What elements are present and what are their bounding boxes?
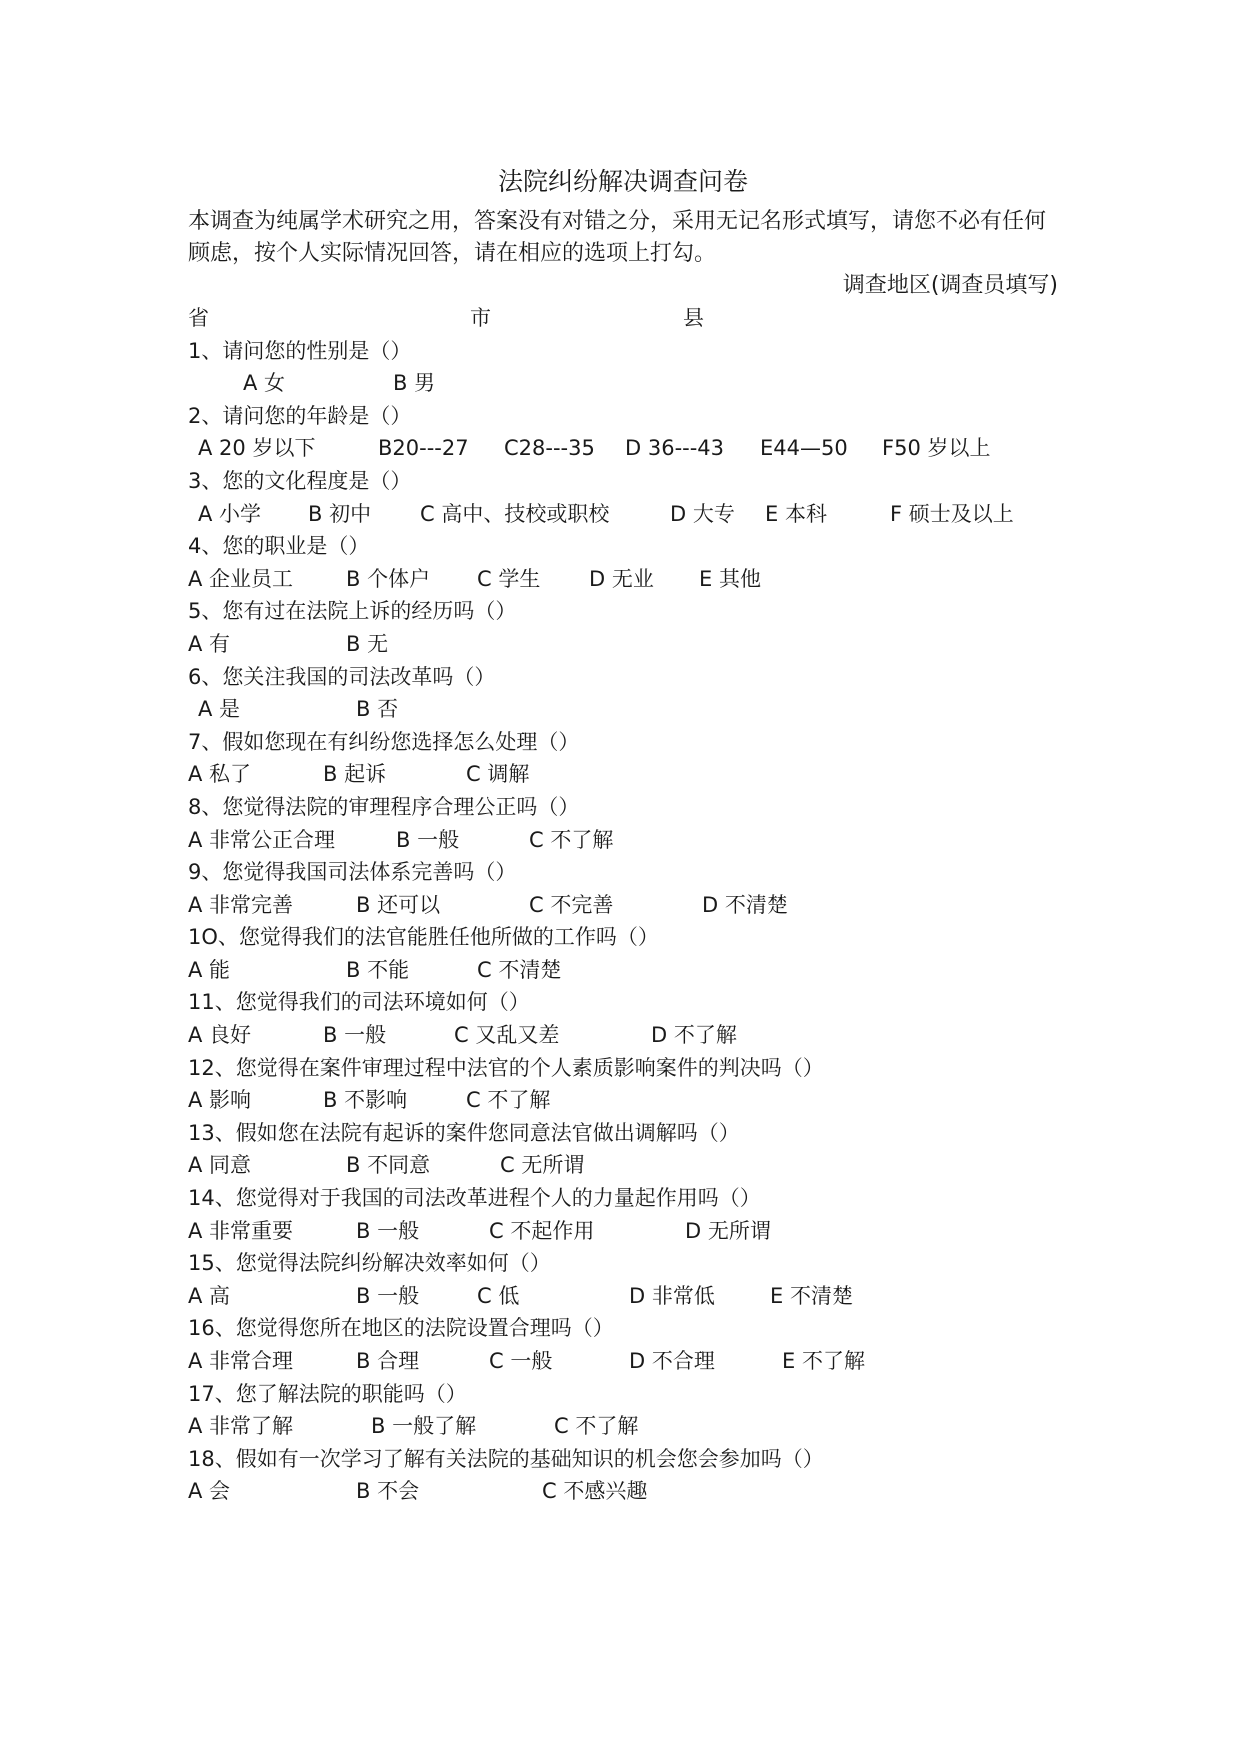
answer-option[interactable]: A 同意 bbox=[188, 1153, 252, 1178]
answer-option[interactable]: E44—50 bbox=[760, 436, 848, 461]
question-text: 11、您觉得我们的司法环境如何（） bbox=[188, 990, 530, 1015]
answer-option[interactable]: C 不起作用 bbox=[489, 1218, 595, 1243]
answer-option[interactable]: A 非常重要 bbox=[188, 1218, 294, 1243]
answer-option[interactable]: E 不了解 bbox=[782, 1349, 865, 1373]
answer-option[interactable]: C 不感兴趣 bbox=[542, 1479, 648, 1504]
option-row bbox=[188, 1410, 1058, 1443]
answer-option[interactable]: B 不影响 bbox=[323, 1088, 408, 1113]
option-row bbox=[188, 1475, 1058, 1508]
answer-option[interactable]: B 一般 bbox=[356, 1218, 420, 1243]
option-row bbox=[188, 563, 1058, 596]
answer-option[interactable]: E 其他 bbox=[699, 566, 761, 591]
option-row bbox=[188, 1084, 1058, 1117]
question-text: 5、您有过在法院上诉的经历吗（） bbox=[188, 599, 517, 624]
option-row bbox=[188, 954, 1058, 987]
answer-option[interactable]: B 还可以 bbox=[356, 892, 441, 917]
answer-option[interactable]: A 非常了解 bbox=[188, 1414, 294, 1439]
answer-option[interactable]: C 低 bbox=[477, 1283, 520, 1308]
answer-option[interactable]: C 调解 bbox=[466, 762, 530, 787]
answer-option[interactable]: B 一般 bbox=[323, 1023, 387, 1048]
answer-option[interactable]: F50 岁以上 bbox=[882, 436, 991, 461]
region-province: 省 bbox=[188, 306, 209, 330]
answer-option[interactable]: B 不能 bbox=[346, 957, 410, 982]
option-row bbox=[188, 367, 1058, 400]
questionnaire-page bbox=[188, 160, 1058, 1508]
question-text: 1O、您觉得我们的法官能胜任他所做的工作吗（） bbox=[188, 925, 659, 950]
answer-option[interactable]: C 一般 bbox=[489, 1349, 553, 1373]
answer-option[interactable]: B 一般 bbox=[396, 827, 460, 852]
answer-option[interactable]: A 小学 bbox=[198, 501, 262, 526]
answer-option[interactable]: D 无业 bbox=[589, 566, 654, 591]
answer-option[interactable]: E 本科 bbox=[765, 501, 827, 526]
region-city: 市 bbox=[470, 306, 491, 330]
option-row bbox=[188, 1215, 1058, 1248]
answer-option[interactable]: E 不清楚 bbox=[770, 1283, 853, 1308]
question-text: 8、您觉得法院的审理程序合理公正吗（） bbox=[188, 794, 580, 819]
option-row bbox=[188, 824, 1058, 857]
answer-option[interactable]: A 非常公正合理 bbox=[188, 827, 336, 852]
intro-paragraph: 本调查为纯属学术研究之用，答案没有对错之分，采用无记名形式填写，请您不必有任何顾虑，按个人实际情况回答，请在相应的选项上打勾。 bbox=[188, 209, 1047, 266]
region-label: 调查地区(调查员填写) bbox=[842, 273, 1058, 298]
option-row bbox=[188, 1280, 1058, 1313]
answer-option[interactable]: D 不了解 bbox=[651, 1023, 737, 1048]
answer-option[interactable]: B 不会 bbox=[356, 1479, 420, 1504]
answer-option[interactable]: F 硕士及以上 bbox=[890, 501, 1014, 526]
question-text: 7、假如您现在有纠纷您选择怎么处理（） bbox=[188, 729, 580, 754]
answer-option[interactable]: C 又乱又差 bbox=[454, 1023, 560, 1048]
answer-option[interactable]: A 非常完善 bbox=[188, 892, 294, 917]
question-text: 6、您关注我国的司法改革吗（） bbox=[188, 664, 496, 689]
question-text: 18、假如有一次学习了解有关法院的基础知识的机会您会参加吗（） bbox=[188, 1446, 824, 1471]
answer-option[interactable]: C 高中、技校或职校 bbox=[420, 501, 610, 526]
option-row bbox=[188, 889, 1058, 922]
answer-option[interactable]: B 合理 bbox=[356, 1349, 420, 1373]
answer-option[interactable]: B 个体户 bbox=[346, 566, 431, 591]
answer-option[interactable]: B 一般 bbox=[356, 1283, 420, 1308]
answer-option[interactable]: A 女 bbox=[243, 371, 286, 396]
question-text: 16、您觉得您所在地区的法院设置合理吗（） bbox=[188, 1316, 614, 1341]
region-row bbox=[188, 302, 1058, 335]
question-text: 17、您了解法院的职能吗（） bbox=[188, 1381, 467, 1406]
answer-option[interactable]: C 不了解 bbox=[529, 827, 614, 852]
option-row bbox=[188, 693, 1058, 726]
answer-option[interactable]: D 不清楚 bbox=[702, 892, 788, 917]
option-row bbox=[188, 628, 1058, 661]
answer-option[interactable]: A 私了 bbox=[188, 762, 252, 787]
question-text: 9、您觉得我国司法体系完善吗（） bbox=[188, 860, 517, 885]
answer-option[interactable]: C 无所谓 bbox=[500, 1153, 585, 1178]
answer-option[interactable]: C 不清楚 bbox=[477, 957, 562, 982]
answer-option[interactable]: A 能 bbox=[188, 957, 231, 982]
option-row bbox=[188, 498, 1058, 531]
answer-option[interactable]: C 不了解 bbox=[466, 1088, 551, 1113]
region-county: 县 bbox=[683, 306, 704, 330]
question-list bbox=[188, 335, 1058, 1508]
answer-option[interactable]: B 无 bbox=[346, 631, 389, 656]
answer-option[interactable]: A 良好 bbox=[188, 1023, 252, 1048]
answer-option[interactable]: A 是 bbox=[198, 697, 241, 722]
answer-option[interactable]: D 非常低 bbox=[629, 1283, 715, 1308]
answer-option[interactable]: B 初中 bbox=[308, 501, 372, 526]
question-text: 3、您的文化程度是（） bbox=[188, 468, 412, 493]
question-text: 4、您的职业是（） bbox=[188, 534, 370, 559]
question-text: 15、您觉得法院纠纷解决效率如何（） bbox=[188, 1251, 551, 1276]
option-row bbox=[188, 1019, 1058, 1052]
option-row bbox=[188, 432, 1058, 465]
option-row bbox=[188, 1149, 1058, 1182]
answer-option[interactable]: D 无所谓 bbox=[685, 1218, 771, 1243]
answer-option[interactable]: A 有 bbox=[188, 631, 231, 656]
question-text: 2、请问您的年龄是（） bbox=[188, 403, 412, 428]
answer-option[interactable]: C 不完善 bbox=[529, 892, 614, 917]
answer-option[interactable]: D 不合理 bbox=[629, 1349, 715, 1373]
answer-option[interactable]: A 高 bbox=[188, 1283, 231, 1308]
answer-option[interactable]: C 不了解 bbox=[554, 1414, 639, 1439]
answer-option[interactable]: B 男 bbox=[393, 371, 436, 396]
question-text: 14、您觉得对于我国的司法改革进程个人的力量起作用吗（） bbox=[188, 1186, 761, 1211]
question-text: 13、假如您在法院有起诉的案件您同意法官做出调解吗（） bbox=[188, 1120, 740, 1145]
answer-option[interactable]: C28---35 bbox=[504, 436, 595, 461]
option-row bbox=[188, 1345, 1058, 1378]
answer-option[interactable]: D 36---43 bbox=[625, 436, 725, 461]
answer-option[interactable]: B 一般了解 bbox=[371, 1414, 477, 1439]
question-text: 1、请问您的性别是（） bbox=[188, 338, 412, 363]
page-title: 法院纠纷解决调查问卷 bbox=[497, 167, 748, 196]
answer-option[interactable]: B 起诉 bbox=[323, 762, 387, 787]
answer-option[interactable]: D 大专 bbox=[670, 501, 735, 526]
answer-option[interactable]: B 否 bbox=[356, 697, 399, 722]
option-row bbox=[188, 758, 1058, 791]
answer-option[interactable]: A 会 bbox=[188, 1479, 231, 1504]
answer-option[interactable]: B20---27 bbox=[378, 436, 469, 461]
answer-option[interactable]: B 不同意 bbox=[346, 1153, 431, 1178]
answer-option[interactable]: A 影响 bbox=[188, 1088, 252, 1113]
answer-option[interactable]: C 学生 bbox=[477, 566, 541, 591]
answer-option[interactable]: A 非常合理 bbox=[188, 1349, 294, 1373]
answer-option[interactable]: A 20 岁以下 bbox=[198, 436, 316, 461]
answer-option[interactable]: A 企业员工 bbox=[188, 566, 294, 591]
question-text: 12、您觉得在案件审理过程中法官的个人素质影响案件的判决吗（） bbox=[188, 1055, 824, 1080]
